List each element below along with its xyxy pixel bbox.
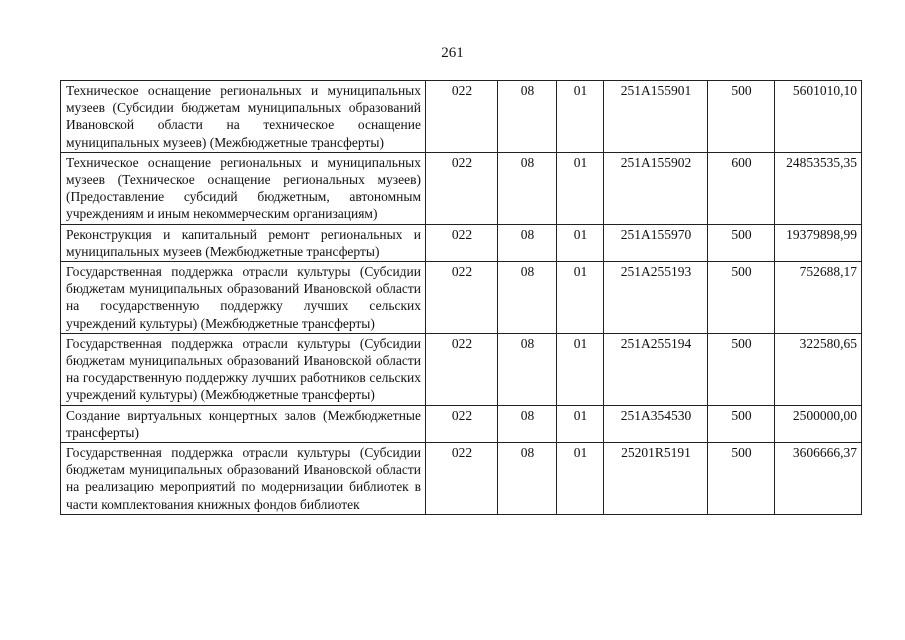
row-description <box>61 443 426 515</box>
row-ministry-code: 022 <box>426 333 498 405</box>
row-subsection-code: 01 <box>557 224 604 261</box>
row-section-code: 08 <box>498 405 557 442</box>
row-amount: 3606666,37 <box>775 443 862 515</box>
row-ministry-code: 022 <box>426 405 498 442</box>
row-target-article: 251A354530 <box>604 405 708 442</box>
row-description: Реконструкция и капитальный ремонт региональных и муниципальных музеев (Межбюджетные трансферты) <box>61 224 426 261</box>
row-description: Государственная поддержка отрасли культуры (Субсидии бюджетам муниципальных образований Ивановской области на государственную поддержку лучших работников сельских учреждений культуры) (Межбюджетные трансферты) <box>61 333 426 405</box>
row-amount: 5601010,10 <box>775 81 862 153</box>
table-row <box>61 443 862 515</box>
table-row <box>61 405 862 442</box>
table-row <box>61 262 862 334</box>
row-ministry-code: 022 <box>426 224 498 261</box>
row-subsection-code: 01 <box>557 405 604 442</box>
row-expense-type: 500 <box>708 405 775 442</box>
page-number: 261 <box>441 45 464 61</box>
row-ministry-code: 022 <box>426 81 498 153</box>
row-target-article: 251A255193 <box>604 262 708 334</box>
row-subsection-code: 01 <box>557 81 604 153</box>
row-subsection-code: 01 <box>557 152 604 224</box>
row-description-text: Государственная поддержка отрасли культуры (Субсидии бюджетам муниципальных образований Ивановской области на реализацию мероприятий по модернизации библиотек в части комплектования книжных фондов библиотек <box>66 445 421 512</box>
row-target-article: 251A155901 <box>604 81 708 153</box>
row-expense-type: 500 <box>708 262 775 334</box>
row-section-code: 08 <box>498 333 557 405</box>
row-description: Техническое оснащение региональных и муниципальных музеев (Субсидии бюджетам муниципальных образований Ивановской области на техническое оснащение муниципальных музеев) (Межбюджетные трансферты) <box>61 81 426 153</box>
row-amount: 752688,17 <box>775 262 862 334</box>
row-section-code: 08 <box>498 152 557 224</box>
table-row <box>61 333 862 405</box>
row-expense-type: 500 <box>708 333 775 405</box>
row-section-code: 08 <box>498 224 557 261</box>
row-description: Техническое оснащение региональных и муниципальных музеев (Техническое оснащение региональных музеев) (Предоставление субсидий бюджетным, автономным учреждениям и иным некоммерческим организациям) <box>61 152 426 224</box>
row-section-code: 08 <box>498 443 557 515</box>
row-amount: 2500000,00 <box>775 405 862 442</box>
row-subsection-code: 01 <box>557 333 604 405</box>
row-ministry-code: 022 <box>426 262 498 334</box>
row-description: Создание виртуальных концертных залов (Межбюджетные трансферты) <box>61 405 426 442</box>
row-section-code: 08 <box>498 262 557 334</box>
row-amount: 19379898,99 <box>775 224 862 261</box>
row-expense-type: 600 <box>708 152 775 224</box>
row-description: Государственная поддержка отрасли культуры (Субсидии бюджетам муниципальных образований Ивановской области на государственную поддержку лучших сельских учреждений культуры) (Межбюджетные трансферты) <box>61 262 426 334</box>
table-row <box>61 152 862 224</box>
budget-table <box>60 80 862 515</box>
row-expense-type: 500 <box>708 443 775 515</box>
table-row <box>61 81 862 153</box>
row-section-code: 08 <box>498 81 557 153</box>
row-amount: 322580,65 <box>775 333 862 405</box>
row-target-article: 25201R5191 <box>604 443 708 515</box>
table-row <box>61 224 862 261</box>
row-expense-type: 500 <box>708 224 775 261</box>
row-target-article: 251A155970 <box>604 224 708 261</box>
row-ministry-code: 022 <box>426 152 498 224</box>
row-target-article: 251A255194 <box>604 333 708 405</box>
row-ministry-code: 022 <box>426 443 498 515</box>
row-amount: 24853535,35 <box>775 152 862 224</box>
row-subsection-code: 01 <box>557 262 604 334</box>
row-subsection-code: 01 <box>557 443 604 515</box>
row-target-article: 251A155902 <box>604 152 708 224</box>
row-expense-type: 500 <box>708 81 775 153</box>
